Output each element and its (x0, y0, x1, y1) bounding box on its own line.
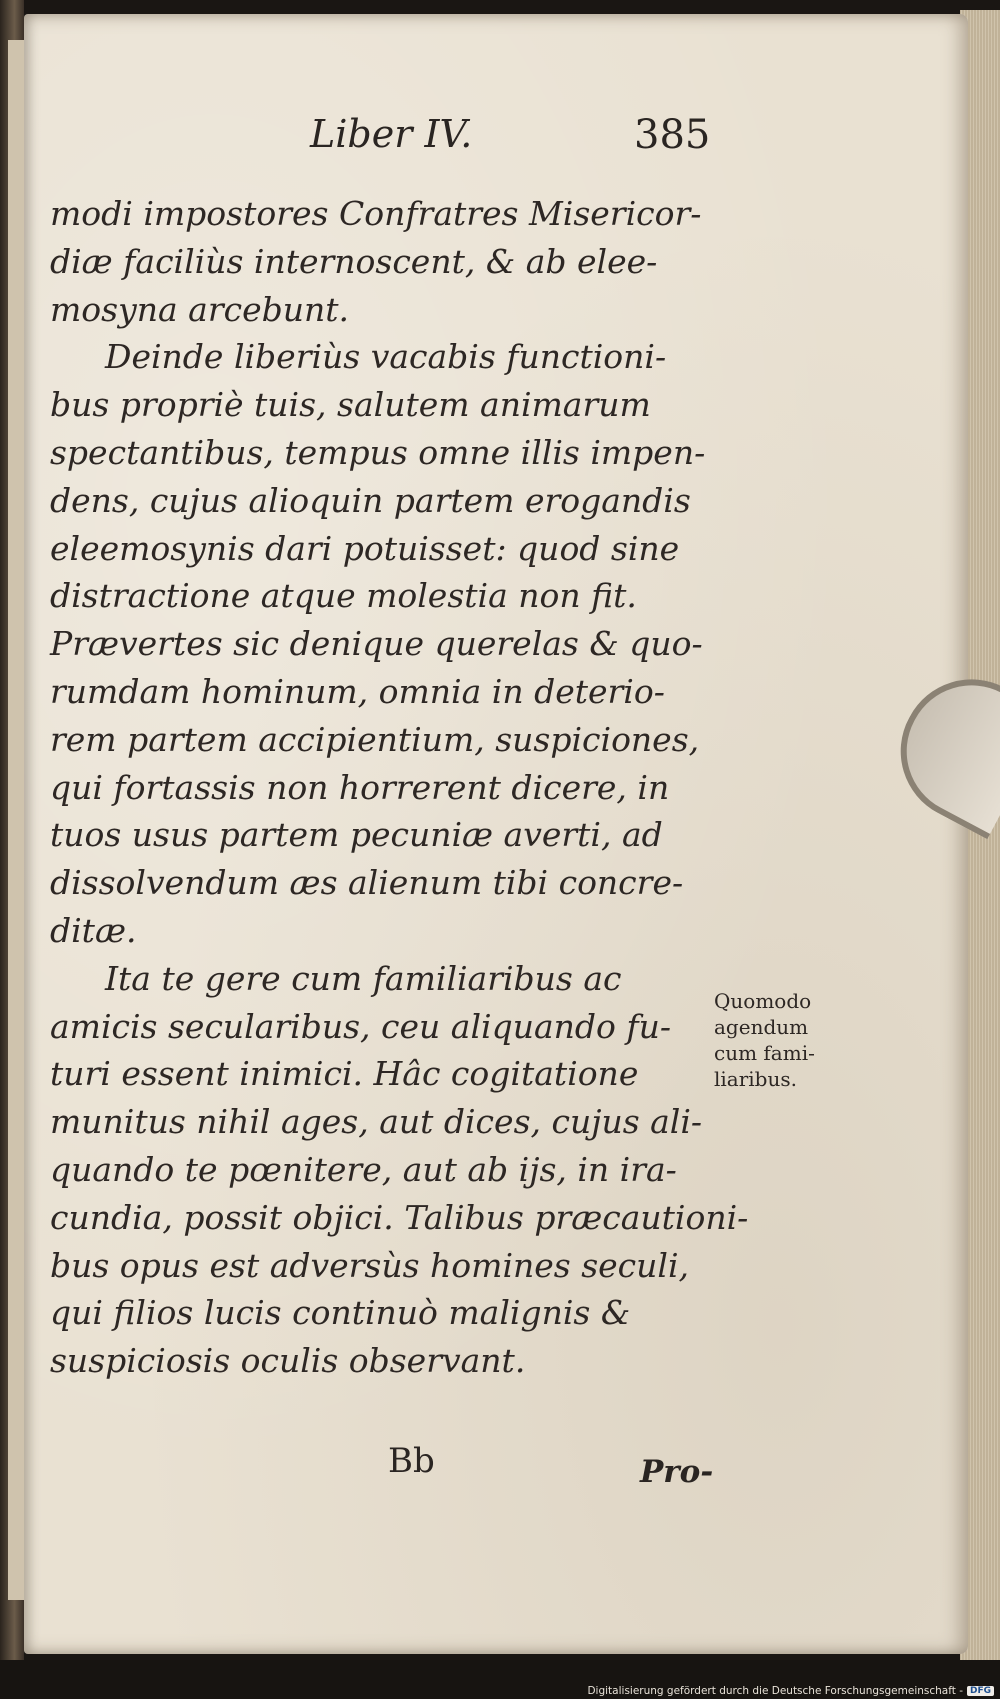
running-head: Liber IV. (310, 112, 473, 156)
text-line: modi impostores Confratres Misericor- (50, 194, 702, 233)
text-line: bus opus est adversùs homines seculi, (50, 1245, 690, 1285)
text-line: cundia, possit objici. Talibus præcautioni- (50, 1197, 749, 1237)
text-line: distractione atque molestia non fit. (50, 576, 637, 616)
marginal-note-line: cum fami- (714, 1041, 815, 1065)
signature-mark: Bb (388, 1441, 435, 1481)
text-line: dens, cujus alioquin partem erogandis (50, 480, 691, 520)
text-line: dissolvendum æs alienum tibi concre- (50, 863, 684, 903)
body-text (50, 190, 749, 1385)
text-line: munitus nihil ages, aut dices, cujus ali- (50, 1102, 703, 1142)
text-line: spectantibus, tempus omne illis impen- (50, 432, 706, 472)
credit-text: Digitalisierung gefördert durch die Deutsche Forschungsgemeinschaft - (587, 1685, 963, 1697)
text-line: quando te pœnitere, aut ab ijs, in ira- (50, 1149, 677, 1189)
page-number: 385 (634, 112, 711, 158)
text-line: tuos usus partem pecuniæ averti, ad (50, 815, 663, 855)
marginal-note-line: liaribus. (714, 1067, 797, 1091)
text-line: Ita te gere cum familiaribus ac (105, 958, 622, 998)
text-line: rumdam hominum, omnia in deterio- (50, 671, 665, 711)
marginal-note-line: Quomodo (714, 989, 812, 1013)
catchword: Pro- (640, 1454, 714, 1490)
marginal-note (714, 988, 815, 1092)
text-line: qui fortassis non horrerent dicere, in (50, 767, 670, 807)
text-line: mosyna arcebunt. (50, 289, 349, 329)
footer-band (0, 1660, 1000, 1699)
text-line: suspiciosis oculis observant. (50, 1341, 526, 1381)
text-line: turi essent inimici. Hâc cogitatione (50, 1054, 639, 1094)
text-line: bus propriè tuis, salutem animarum (50, 385, 651, 425)
text-line: Deinde liberiùs vacabis functioni- (105, 337, 667, 377)
dfg-logo: DFG (967, 1686, 994, 1696)
text-line: ditæ. (50, 910, 137, 950)
digitization-credit (587, 1685, 994, 1697)
text-line: Prævertes sic denique querelas & quo- (50, 624, 703, 664)
marginal-note-line: agendum (714, 1015, 809, 1039)
text-line: rem partem accipientium, suspiciones, (50, 719, 700, 759)
text-line: eleemosynis dari potuisset: quod sine (50, 528, 680, 568)
text-line: diæ faciliùs internoscent, & ab elee- (50, 241, 658, 281)
text-line: amicis secularibus, ceu aliquando fu- (50, 1006, 671, 1046)
text-line: qui filios lucis continuò malignis & (50, 1293, 631, 1333)
